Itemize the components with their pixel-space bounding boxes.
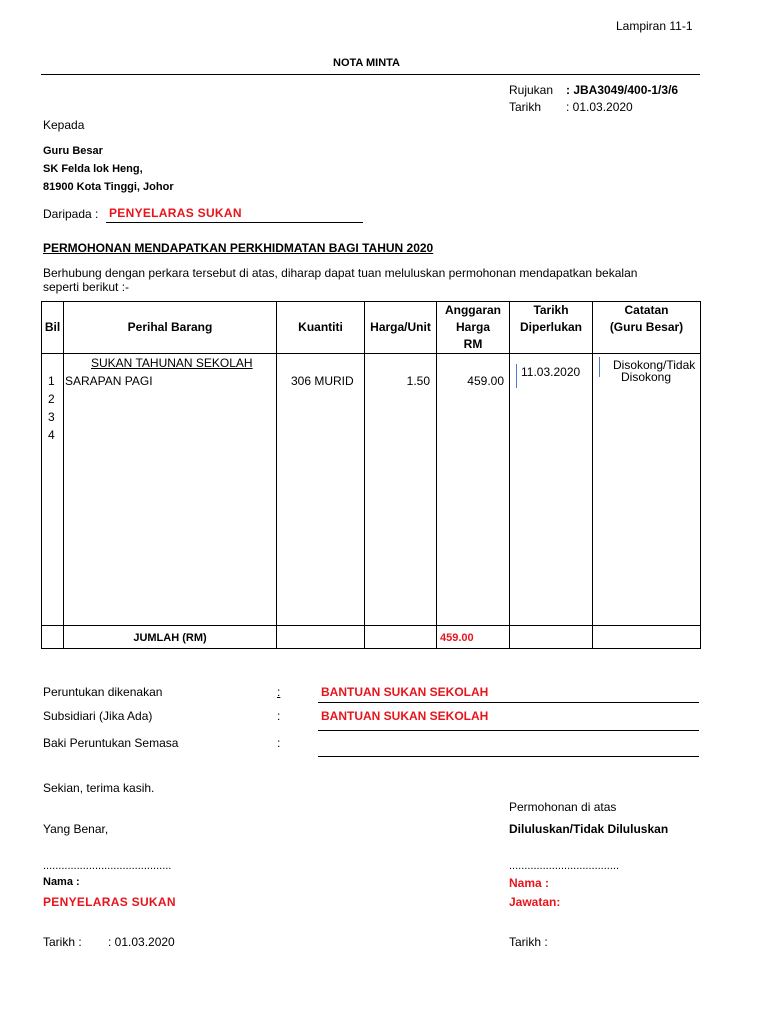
budget-cell: 459.00 xyxy=(437,354,510,626)
recipient-line-1: Guru Besar xyxy=(43,145,103,157)
appendix-label: Lampiran 11-1 xyxy=(616,19,693,33)
sender-name-label: Nama : xyxy=(43,876,80,888)
allocation-label: Peruntukan dikenakan xyxy=(43,685,163,699)
sender-label: Daripada : xyxy=(43,207,99,221)
allocation-colon: : xyxy=(277,685,281,699)
subsidiary-underline xyxy=(318,730,699,731)
balance-colon: : xyxy=(277,736,281,750)
total-value: 459.00 xyxy=(440,632,474,644)
reference-value: : JBA3049/400-1/3/6 xyxy=(566,83,679,97)
header-notes: Catatan (Guru Besar) xyxy=(593,302,701,354)
sender-value: PENYELARAS SUKAN xyxy=(109,206,242,220)
approver-signature-line: .................................... xyxy=(509,860,620,872)
bracket-mark xyxy=(599,357,603,377)
subsidiary-colon: : xyxy=(277,709,281,723)
bracket-mark xyxy=(516,364,520,388)
header-item: Perihal Barang xyxy=(64,302,277,354)
header-budget: Anggaran Harga RM xyxy=(437,302,510,354)
total-label: JUMLAH (RM) xyxy=(133,632,207,644)
recipient-line-3: 81900 Kota Tinggi, Johor xyxy=(43,181,174,193)
unit-price-cell: 1.50 xyxy=(365,354,437,626)
approval-line-1: Permohonan di atas xyxy=(509,800,617,814)
sender-date-label: Tarikh : xyxy=(43,935,82,949)
approver-position-label: Jawatan: xyxy=(509,895,561,909)
sender-name-value: PENYELARAS SUKAN xyxy=(43,895,176,909)
header-unit-price: Harga/Unit xyxy=(365,302,437,354)
intro-line-2: seperti berikut :- xyxy=(43,280,130,294)
items-table xyxy=(41,301,701,649)
header-date-label: Tarikh xyxy=(509,100,542,114)
item-cell xyxy=(64,354,277,626)
item-name: SARAPAN PAGI xyxy=(65,374,153,388)
subsidiary-value: BANTUAN SUKAN SEKOLAH xyxy=(321,709,489,723)
header-date-needed: Tarikh Diperlukan xyxy=(510,302,593,354)
header-bil: Bil xyxy=(42,302,64,354)
header-qty: Kuantiti xyxy=(277,302,365,354)
recipient-line-2: SK Felda lok Heng, xyxy=(43,163,143,175)
section-heading: SUKAN TAHUNAN SEKOLAH xyxy=(91,356,253,370)
balance-label: Baki Peruntukan Semasa xyxy=(43,736,179,750)
document-title: NOTA MINTA xyxy=(333,57,401,69)
approver-name-label: Nama : xyxy=(509,876,550,890)
approver-date-label: Tarikh : xyxy=(509,935,548,949)
table-row xyxy=(42,354,701,626)
header-date-value: : 01.03.2020 xyxy=(566,100,633,114)
recipient-label: Kepada xyxy=(43,118,85,132)
table-header-row xyxy=(42,302,701,354)
closing-thanks: Sekian, terima kasih. xyxy=(43,781,155,795)
qty-cell: 306 MURID xyxy=(277,354,365,626)
title-divider xyxy=(41,74,700,75)
reference-label: Rujukan xyxy=(509,83,554,97)
allocation-value: BANTUAN SUKAN SEKOLAH xyxy=(321,685,489,699)
sender-signature-line: .......................................... xyxy=(43,860,172,872)
subsidiary-label: Subsidiari (Jika Ada) xyxy=(43,709,153,723)
approval-status: Diluluskan/Tidak Diluluskan xyxy=(509,822,669,836)
bil-cell: 1 2 3 4 xyxy=(42,354,64,626)
notes-cell: Disokong/Tidak Disokong xyxy=(593,354,701,626)
intro-line-1: Berhubung dengan perkara tersebut di atas, diharap dapat tuan meluluskan permohonan mendapatkan bekalan xyxy=(43,266,638,280)
total-row xyxy=(42,626,701,649)
allocation-underline xyxy=(318,702,699,703)
sender-date-value: : 01.03.2020 xyxy=(108,935,175,949)
subject-heading: PERMOHONAN MENDAPATKAN PERKHIDMATAN BAGI TAHUN 2020 xyxy=(43,241,434,255)
sender-underline xyxy=(106,222,363,223)
balance-underline xyxy=(318,756,699,757)
date-needed-cell: 11.03.2020 xyxy=(510,354,593,626)
closing-yours: Yang Benar, xyxy=(43,822,109,836)
